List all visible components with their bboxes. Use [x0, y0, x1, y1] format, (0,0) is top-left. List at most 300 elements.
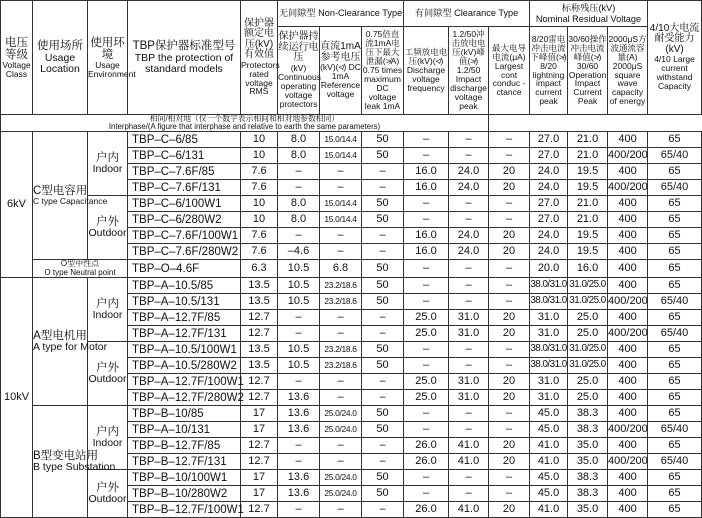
usage-o-type: O型中性点 O type Neutral point	[33, 260, 128, 278]
lightning-cell: 24.0	[530, 180, 568, 196]
square-wave-cell: 400	[608, 390, 648, 406]
model-cell: TBP–O–4.6F	[128, 260, 241, 278]
conductance-cell: –	[489, 196, 530, 212]
dc-ref-cell: 6.8	[320, 260, 362, 278]
cont-voltage-cell: –	[278, 228, 320, 244]
cont-voltage-cell: 8.0	[278, 196, 320, 212]
conductance-cell: –	[489, 148, 530, 164]
lightning-cell: 45.0	[530, 486, 568, 502]
conductance-cell: 20	[489, 244, 530, 260]
impulse-cell: –	[449, 422, 489, 438]
large-current-cell: 65	[648, 278, 702, 294]
operation-cell: 35.0	[568, 502, 608, 518]
cont-voltage-cell: 13.6	[278, 390, 320, 406]
impulse-cell: 41.0	[449, 438, 489, 454]
leakage-cell: 50	[362, 212, 404, 228]
power-freq-cell: –	[404, 132, 449, 148]
leakage-cell: –	[362, 244, 404, 260]
leakage-cell: –	[362, 438, 404, 454]
large-current-cell: 65	[648, 310, 702, 326]
power-freq-cell: 16.0	[404, 244, 449, 260]
square-wave-cell: 400	[608, 244, 648, 260]
usage-location-header: 使用场所 Usage Location	[33, 1, 88, 115]
dc-ref-cell: 15.0/14.4	[320, 196, 362, 212]
rated-voltage-cell: 12.7	[241, 454, 278, 470]
cont-operating-header: 保护器持续运行电压 (kV) Continuous operating voltage protectors	[278, 27, 320, 115]
voltage-class-10kv: 10kV	[1, 278, 33, 518]
model-cell: TBP–B–12.7F/131	[128, 454, 241, 470]
dc-ref-cell: –	[320, 502, 362, 518]
power-freq-cell: –	[404, 212, 449, 228]
table-row	[1, 278, 702, 294]
cont-voltage-cell: –	[278, 438, 320, 454]
model-cell: TBP–B–10/280W2	[128, 486, 241, 502]
power-freq-cell: 26.0	[404, 502, 449, 518]
operation-cell: 38.3	[568, 422, 608, 438]
power-freq-cell: 25.0	[404, 390, 449, 406]
impulse-cell: 24.0	[449, 164, 489, 180]
square-wave-cell: 400	[608, 486, 648, 502]
env-outdoor-a: 户外 Outdoor	[88, 342, 128, 406]
env-outdoor-c: 户外 Outdoor	[88, 196, 128, 260]
cont-voltage-cell: 10.5	[278, 358, 320, 374]
large-current-cell: 65	[648, 132, 702, 148]
large-current-cell: 65	[648, 406, 702, 422]
leakage-cell: 50	[362, 132, 404, 148]
large-current-cell: 65	[648, 244, 702, 260]
impulse-cell: 31.0	[449, 326, 489, 342]
leakage-cell: 50	[362, 486, 404, 502]
cont-voltage-cell: 8.0	[278, 132, 320, 148]
model-cell: TBP–B–12.7F/100W1	[128, 502, 241, 518]
leakage-cell: –	[362, 454, 404, 470]
large-current-cell: 65	[648, 342, 702, 358]
lightning-cell: 38.0/31.0	[530, 294, 568, 310]
operation-cell: 16.0	[568, 260, 608, 278]
large-current-cell: 65	[648, 438, 702, 454]
large-current-cell: 65/40	[648, 454, 702, 470]
model-cell: TBP–A–12.7F/131	[128, 326, 241, 342]
leakage-cell: 50	[362, 278, 404, 294]
power-freq-cell: –	[404, 422, 449, 438]
dc-ref-cell: –	[320, 390, 362, 406]
leakage-cell: 50	[362, 260, 404, 278]
operation-cell: 25.0	[568, 326, 608, 342]
lightning-cell: 45.0	[530, 422, 568, 438]
large-current-header: 4/10大电流耐受能力(kV) 4/10 Large current withstand Capacity	[648, 1, 702, 115]
dc-reference-header: 直流1mA参考电压 (kV)(≮) DC 1mA Reference voltage	[320, 27, 362, 115]
large-current-cell: 65	[648, 228, 702, 244]
leakage-cell: 50	[362, 294, 404, 310]
impulse-cell: 24.0	[449, 244, 489, 260]
operation-cell: 25.0	[568, 390, 608, 406]
leakage-cell: –	[362, 390, 404, 406]
dc-ref-cell: –	[320, 326, 362, 342]
lightning-cell: 24.0	[530, 244, 568, 260]
operation-cell: 38.3	[568, 470, 608, 486]
operation-cell: 19.5	[568, 228, 608, 244]
square-wave-cell: 400	[608, 196, 648, 212]
conductance-cell: –	[489, 294, 530, 310]
impulse-cell: –	[449, 212, 489, 228]
dc-ref-cell: –	[320, 374, 362, 390]
rated-voltage-cell: 6.3	[241, 260, 278, 278]
rated-voltage-cell: 7.6	[241, 228, 278, 244]
table-row	[1, 406, 702, 422]
conductance-cell: 20	[489, 310, 530, 326]
cont-voltage-cell: 13.6	[278, 406, 320, 422]
cont-voltage-cell: 13.6	[278, 470, 320, 486]
power-freq-cell: 16.0	[404, 228, 449, 244]
conductance-cell: –	[489, 358, 530, 374]
rated-voltage-cell: 12.7	[241, 374, 278, 390]
dc-ref-cell: 23.2/18.6	[320, 278, 362, 294]
impulse-cell: 41.0	[449, 502, 489, 518]
operation-cell: 31.0/25.0	[568, 358, 608, 374]
power-freq-cell: –	[404, 196, 449, 212]
usage-c-type: C型电容用 C type Capacitance	[33, 132, 88, 260]
rated-voltage-cell: 13.5	[241, 358, 278, 374]
leakage-cell: 50	[362, 470, 404, 486]
lightning-cell: 41.0	[530, 454, 568, 470]
dc-ref-cell: 23.2/18.6	[320, 342, 362, 358]
square-wave-cell: 400	[608, 502, 648, 518]
leakage-cell: –	[362, 310, 404, 326]
power-freq-cell: –	[404, 342, 449, 358]
rated-voltage-cell: 17	[241, 470, 278, 486]
cont-voltage-cell: –4.6	[278, 244, 320, 260]
square-wave-cell: 400	[608, 406, 648, 422]
model-cell: TBP–C–6/131	[128, 148, 241, 164]
impulse-cell: –	[449, 406, 489, 422]
impulse-cell: 24.0	[449, 180, 489, 196]
model-cell: TBP–A–10.5/280W2	[128, 358, 241, 374]
model-cell: TBP–C–7.6F/85	[128, 164, 241, 180]
large-current-cell: 65	[648, 390, 702, 406]
dc-ref-cell: 25.0/24.0	[320, 406, 362, 422]
large-current-cell: 65/40	[648, 180, 702, 196]
conductance-cell: –	[489, 422, 530, 438]
dc-ref-cell: 25.0/24.0	[320, 486, 362, 502]
cont-voltage-cell: 10.5	[278, 260, 320, 278]
impulse-header: 1.2/50冲击放电电压(kV)峰值(≯) 1.2/50 Impact discharge voltage peak	[449, 27, 489, 115]
operation-cell: 35.0	[568, 454, 608, 470]
square-wave-cell: 400	[608, 358, 648, 374]
dc-ref-cell: 15.0/14.4	[320, 212, 362, 228]
usage-b-type: B型变电站用 B type Substation	[33, 406, 88, 518]
lightning-cell: 31.0	[530, 326, 568, 342]
square-wave-cell: 400/200	[608, 294, 648, 310]
model-cell: TBP–A–10.5/85	[128, 278, 241, 294]
large-current-cell: 65	[648, 374, 702, 390]
square-wave-header: 2000μS方波通流容量(A) 2000μS square wave capacity of energy	[608, 27, 648, 115]
impulse-cell: –	[449, 358, 489, 374]
cont-voltage-cell: –	[278, 454, 320, 470]
operation-cell: 38.3	[568, 486, 608, 502]
leakage-cell: –	[362, 164, 404, 180]
square-wave-cell: 400	[608, 260, 648, 278]
lightning-cell: 41.0	[530, 438, 568, 454]
residual-voltage-header: 标称残压(kV) Nominal Residual Voltage	[530, 1, 648, 27]
model-cell: TBP–A–10/131	[128, 422, 241, 438]
conductance-cell: 20	[489, 164, 530, 180]
lightning-cell: 31.0	[530, 390, 568, 406]
model-cell: TBP–C–7.6F/100W1	[128, 228, 241, 244]
power-freq-cell: –	[404, 260, 449, 278]
lightning-header: 8/20雷电冲击电流下峰值(≯) 8/20 lightning impact current peak	[530, 27, 568, 115]
conductance-cell: 20	[489, 326, 530, 342]
non-clearance-header: 无间隙型 Non-Clearance Type	[278, 1, 404, 27]
lightning-cell: 27.0	[530, 212, 568, 228]
voltage-class-header: 电压等级 Voltage Class	[1, 1, 33, 115]
lightning-cell: 45.0	[530, 470, 568, 486]
square-wave-cell: 400	[608, 164, 648, 180]
impulse-cell: –	[449, 132, 489, 148]
cont-voltage-cell: –	[278, 164, 320, 180]
conductance-cell: 20	[489, 390, 530, 406]
operation-cell: 19.5	[568, 244, 608, 260]
power-freq-cell: –	[404, 406, 449, 422]
model-cell: TBP–C–7.6F/131	[128, 180, 241, 196]
leakage-cell: –	[362, 374, 404, 390]
operation-cell: 21.0	[568, 148, 608, 164]
leakage-cell: 50	[362, 422, 404, 438]
lightning-cell: 27.0	[530, 148, 568, 164]
env-indoor-b: 户内 Indoor	[88, 406, 128, 470]
cont-voltage-cell: 13.6	[278, 486, 320, 502]
dc-ref-cell: 25.0/24.0	[320, 422, 362, 438]
lightning-cell: 41.0	[530, 502, 568, 518]
model-cell: TBP–B–10/85	[128, 406, 241, 422]
model-cell: TBP–A–12.7F/85	[128, 310, 241, 326]
operation-cell: 19.5	[568, 180, 608, 196]
conductance-cell: 20	[489, 454, 530, 470]
square-wave-cell: 400	[608, 342, 648, 358]
model-cell: TBP–B–10/100W1	[128, 470, 241, 486]
leakage-cell: –	[362, 502, 404, 518]
power-freq-cell: –	[404, 470, 449, 486]
rated-voltage-cell: 7.6	[241, 180, 278, 196]
operation-cell: 25.0	[568, 310, 608, 326]
cont-voltage-cell: –	[278, 180, 320, 196]
interphase-note: 相间/相对地（仅一个数字表示相间和相对地参数相同） Interphase/(A figure that interphase and relative to earth the same parameters)	[1, 115, 489, 132]
leakage-cell: –	[362, 326, 404, 342]
cont-voltage-cell: 10.5	[278, 342, 320, 358]
conductance-cell: –	[489, 278, 530, 294]
conductance-cell: –	[489, 132, 530, 148]
lightning-cell: 24.0	[530, 164, 568, 180]
conductance-cell: –	[489, 406, 530, 422]
dc-ref-cell: 23.2/18.6	[320, 358, 362, 374]
conductance-cell: 20	[489, 180, 530, 196]
dc-ref-cell: –	[320, 180, 362, 196]
dc-ref-cell: –	[320, 164, 362, 180]
max-current-header: 最大电导电流(μA) Largest cont conduc -ctance	[489, 27, 530, 115]
usage-a-type: A型电机用 A type for Motor	[33, 278, 88, 406]
dc-ref-cell: 15.0/14.4	[320, 132, 362, 148]
leakage-cell: –	[362, 228, 404, 244]
dc-ref-cell: 25.0/24.0	[320, 470, 362, 486]
rated-voltage-cell: 12.7	[241, 326, 278, 342]
rated-voltage-cell: 7.6	[241, 244, 278, 260]
power-freq-cell: 16.0	[404, 180, 449, 196]
impulse-cell: –	[449, 278, 489, 294]
operation-cell: 31.0/25.0	[568, 294, 608, 310]
large-current-cell: 65/40	[648, 422, 702, 438]
impulse-cell: 31.0	[449, 374, 489, 390]
table-row	[1, 260, 702, 278]
impulse-cell: 41.0	[449, 454, 489, 470]
power-freq-cell: 26.0	[404, 454, 449, 470]
large-current-cell: 65	[648, 196, 702, 212]
impulse-cell: 31.0	[449, 310, 489, 326]
power-freq-cell: 26.0	[404, 438, 449, 454]
power-freq-header: 工频放电电压(kV)(≮) Discharge voltage frequency	[404, 27, 449, 115]
power-freq-cell: 25.0	[404, 326, 449, 342]
conductance-cell: –	[489, 470, 530, 486]
square-wave-cell: 400/200	[608, 422, 648, 438]
impulse-cell: –	[449, 294, 489, 310]
leakage-cell: 50	[362, 342, 404, 358]
power-freq-cell: –	[404, 148, 449, 164]
impulse-cell: –	[449, 470, 489, 486]
large-current-cell: 65	[648, 164, 702, 180]
square-wave-cell: 400	[608, 278, 648, 294]
power-freq-cell: –	[404, 358, 449, 374]
cont-voltage-cell: 10.5	[278, 278, 320, 294]
power-freq-cell: –	[404, 278, 449, 294]
rated-voltage-cell: 12.7	[241, 310, 278, 326]
impulse-cell: 24.0	[449, 228, 489, 244]
rated-voltage-cell: 13.5	[241, 294, 278, 310]
operation-cell: 21.0	[568, 212, 608, 228]
square-wave-cell: 400	[608, 470, 648, 486]
square-wave-cell: 400	[608, 438, 648, 454]
clearance-header: 有间隙型 Clearance Type	[404, 1, 530, 27]
lightning-cell: 27.0	[530, 196, 568, 212]
model-cell: TBP–A–12.7F/100W1	[128, 374, 241, 390]
leakage-cell: 50	[362, 406, 404, 422]
model-cell: TBP–A–12.7F/280W2	[128, 390, 241, 406]
operation-cell: 25.0	[568, 374, 608, 390]
leakage-cell: 50	[362, 148, 404, 164]
lightning-cell: 38.0/31.0	[530, 358, 568, 374]
rated-voltage-cell: 10	[241, 212, 278, 228]
power-freq-cell: –	[404, 486, 449, 502]
model-header: TBP保护器标准型号 TBP the protection of standard models	[128, 1, 241, 115]
square-wave-cell: 400	[608, 228, 648, 244]
square-wave-cell: 400	[608, 132, 648, 148]
leakage-cell: –	[362, 180, 404, 196]
rated-voltage-cell: 7.6	[241, 164, 278, 180]
table-row	[1, 132, 702, 148]
dc-ref-cell: 15.0/14.4	[320, 148, 362, 164]
dc-ref-cell: –	[320, 310, 362, 326]
conductance-cell: –	[489, 342, 530, 358]
lightning-cell: 31.0	[530, 374, 568, 390]
operation-cell: 21.0	[568, 132, 608, 148]
rated-voltage-cell: 12.7	[241, 390, 278, 406]
cont-voltage-cell: 8.0	[278, 148, 320, 164]
square-wave-cell: 400/200	[608, 454, 648, 470]
model-cell: TBP–A–10.5/100W1	[128, 342, 241, 358]
cont-voltage-cell: –	[278, 502, 320, 518]
conductance-cell: 20	[489, 228, 530, 244]
operation-cell: 21.0	[568, 196, 608, 212]
large-current-cell: 65	[648, 502, 702, 518]
operation-cell: 38.3	[568, 406, 608, 422]
large-current-cell: 65	[648, 212, 702, 228]
rated-voltage-cell: 12.7	[241, 438, 278, 454]
impulse-cell: –	[449, 342, 489, 358]
power-freq-cell: 16.0	[404, 164, 449, 180]
conductance-cell: 20	[489, 502, 530, 518]
large-current-cell: 65	[648, 260, 702, 278]
large-current-cell: 65/40	[648, 294, 702, 310]
large-current-cell: 65/40	[648, 148, 702, 164]
usage-environment-header: 使用环境 Usage Environment	[88, 1, 128, 115]
model-cell: TBP–C–6/280W2	[128, 212, 241, 228]
power-freq-cell: 25.0	[404, 374, 449, 390]
lightning-cell: 20.0	[530, 260, 568, 278]
lightning-cell: 31.0	[530, 310, 568, 326]
rated-voltage-cell: 10	[241, 148, 278, 164]
conductance-cell: 20	[489, 374, 530, 390]
impulse-cell: –	[449, 260, 489, 278]
voltage-class-6kv: 6kV	[1, 132, 33, 278]
model-cell: TBP–A–10.5/131	[128, 294, 241, 310]
operation-cell: 35.0	[568, 438, 608, 454]
leakage-cell: 50	[362, 358, 404, 374]
rated-voltage-cell: 13.5	[241, 342, 278, 358]
operation-cell: 31.0/25.0	[568, 342, 608, 358]
lightning-cell: 24.0	[530, 228, 568, 244]
operation-header: 30/60操作冲击电流峰值(≯) 30/60 Operation Impact Current Peak	[568, 27, 608, 115]
model-cell: TBP–C–6/85	[128, 132, 241, 148]
rated-voltage-cell: 12.7	[241, 502, 278, 518]
rated-voltage-cell: 10	[241, 196, 278, 212]
operation-cell: 19.5	[568, 164, 608, 180]
model-cell: TBP–B–12.7F/85	[128, 438, 241, 454]
lightning-cell: 38.0/31.0	[530, 278, 568, 294]
power-freq-cell: 25.0	[404, 310, 449, 326]
leakage-cell: 50	[362, 196, 404, 212]
rated-voltage-cell: 17	[241, 406, 278, 422]
power-freq-cell: –	[404, 294, 449, 310]
cont-voltage-cell: 13.6	[278, 422, 320, 438]
square-wave-cell: 400/200	[608, 326, 648, 342]
large-current-cell: 65	[648, 358, 702, 374]
square-wave-cell: 400/200	[608, 148, 648, 164]
rated-voltage-cell: 17	[241, 486, 278, 502]
rated-voltage-cell: 10	[241, 132, 278, 148]
dc-ref-cell: –	[320, 244, 362, 260]
dc-ref-cell: –	[320, 454, 362, 470]
rated-voltage-cell: 13.5	[241, 278, 278, 294]
env-indoor-a: 户内 Indoor	[88, 278, 128, 342]
env-indoor-c: 户内 Indoor	[88, 132, 128, 196]
impulse-cell: –	[449, 486, 489, 502]
impulse-cell: 31.0	[449, 390, 489, 406]
operation-cell: 31.0/25.0	[568, 278, 608, 294]
cont-voltage-cell: –	[278, 310, 320, 326]
env-outdoor-b: 户外 Outdoor	[88, 470, 128, 518]
lightning-cell: 27.0	[530, 132, 568, 148]
conductance-cell: –	[489, 212, 530, 228]
cont-voltage-cell: 8.0	[278, 212, 320, 228]
square-wave-cell: 400/200	[608, 180, 648, 196]
cont-voltage-cell: 10.5	[278, 294, 320, 310]
